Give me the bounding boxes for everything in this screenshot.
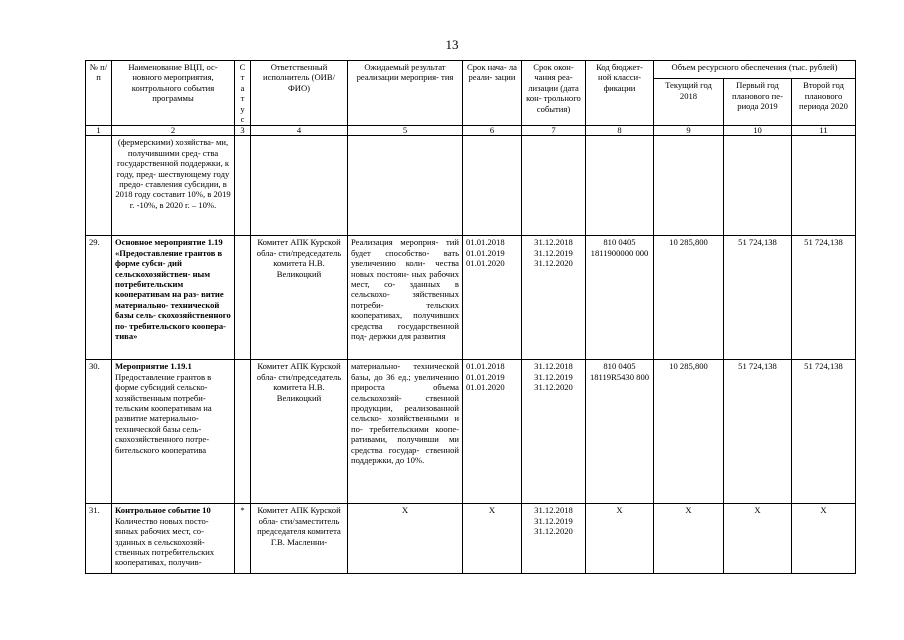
row-name: Мероприятие 1.19.1 Предоставление грантов в форме субсидий сельско- хозяйственным потреби- тельским кооперативам на развитие материально- технической базы сель- скохозяйственного потре- бительского кооператива xyxy=(112,360,235,504)
row-num: 31. xyxy=(86,504,112,574)
row-budget: 810 0405 18119R5430 800 xyxy=(586,360,654,504)
header-budget: Код бюджет- ной класси- фикации xyxy=(586,61,654,126)
index-row: 1 2 3 4 5 6 7 8 9 10 11 xyxy=(86,126,856,136)
row-status xyxy=(235,360,251,504)
row-name: (фермерскими) хозяйства- ми, получившими сред- ства государственной поддержки, к году, пред- шествующему году предо- ставления субсидии, в 2018 году составит 10%, в 2019 г. -10%, в 2020 г. – 10%. xyxy=(112,136,235,236)
row-2018: Х xyxy=(654,504,724,574)
row-num: 29. xyxy=(86,236,112,360)
row-executor: Комитет АПК Курской обла- сти/заместитель председателя комитета Г.В. Масленни- xyxy=(251,504,348,574)
row-budget: 810 0405 1811900000 000 xyxy=(586,236,654,360)
header-executor: Ответственный исполнитель (ОИВ/ФИО) xyxy=(251,61,348,126)
header-result: Ожидаемый результат реализации мероприя- тия xyxy=(348,61,463,126)
header-name: Наименование ВЦП, ос- новного мероприятия, контрольного события программы xyxy=(112,61,235,126)
row-2020: 51 724,138 xyxy=(792,360,856,504)
row-executor: Комитет АПК Курской обла- сти/председатель комитета Н.В. Великоцкий xyxy=(251,360,348,504)
header-year-first: Первый год планового пе- риода 2019 xyxy=(724,79,792,126)
row-2020: 51 724,138 xyxy=(792,236,856,360)
program-table xyxy=(85,60,856,574)
page-number: 13 xyxy=(445,37,459,52)
row-result: Реализация мероприя- тий будет способство- вать увеличению коли- чества новых постоян- ных рабочих мест, со- зданных в сельскохо- зяйственных потреби- тельских кооперативах, получивших средства государственной под- держки для развития xyxy=(348,236,463,360)
table-row xyxy=(86,236,856,360)
row-name: Основное мероприятие 1.19 «Предоставление грантов в форме субси- дий сельскохозяйствен- ным потребительским кооперативам на раз- витие материально- технической базы сель- скохозяйственного по- требительского коопера- тива» xyxy=(112,236,235,360)
row-end: 31.12.2018 31.12.2019 31.12.2020 xyxy=(522,360,586,504)
row-status: * xyxy=(235,504,251,574)
header-year-current: Текущий год 2018 xyxy=(654,79,724,126)
row-2018: 10 285,800 xyxy=(654,360,724,504)
row-end: 31.12.2018 31.12.2019 31.12.2020 xyxy=(522,504,586,574)
header-start: Срок нача- ла реали- зации xyxy=(463,61,522,126)
row-2019: 51 724,138 xyxy=(724,236,792,360)
row-start: Х xyxy=(463,504,522,574)
row-name: Контрольное событие 10 Количество новых посто- янных рабочих мест, со- зданных в сельскохозяй- ственных потребительских кооперативах, получив- xyxy=(112,504,235,574)
table-row xyxy=(86,360,856,504)
row-num: 30. xyxy=(86,360,112,504)
header-year-second: Второй год планового периода 2020 xyxy=(792,79,856,126)
row-status xyxy=(235,236,251,360)
row-2019: Х xyxy=(724,504,792,574)
header-resources: Объем ресурсного обеспечения (тыс. рублей) xyxy=(654,61,856,79)
header-num: № п/ п xyxy=(86,61,112,126)
row-executor: Комитет АПК Курской обла- сти/председатель комитета Н.В. Великоцкий xyxy=(251,236,348,360)
row-2020: Х xyxy=(792,504,856,574)
row-start: 01.01.2018 01.01.2019 01.01.2020 xyxy=(463,236,522,360)
row-result: Х xyxy=(348,504,463,574)
row-start: 01.01.2018 01.01.2019 01.01.2020 xyxy=(463,360,522,504)
header-status: С т а т у с xyxy=(235,61,251,126)
row-end: 31.12.2018 31.12.2019 31.12.2020 xyxy=(522,236,586,360)
table-row xyxy=(86,504,856,574)
row-result: материально- технической базы, до 36 ед.; увеличению прироста объема сельскохозяй- ственной продукции, реализованной сельско- хозяйственными и по- требительскими коопе- ративами, получивши ми средства государ- ственной поддержки, до 10%. xyxy=(348,360,463,504)
header-end: Срок окон- чания реа- лизации (дата кон- трольного события) xyxy=(522,61,586,126)
header-row xyxy=(86,61,856,79)
row-2019: 51 724,138 xyxy=(724,360,792,504)
row-2018: 10 285,800 xyxy=(654,236,724,360)
row-budget: Х xyxy=(586,504,654,574)
table-row xyxy=(86,136,856,236)
